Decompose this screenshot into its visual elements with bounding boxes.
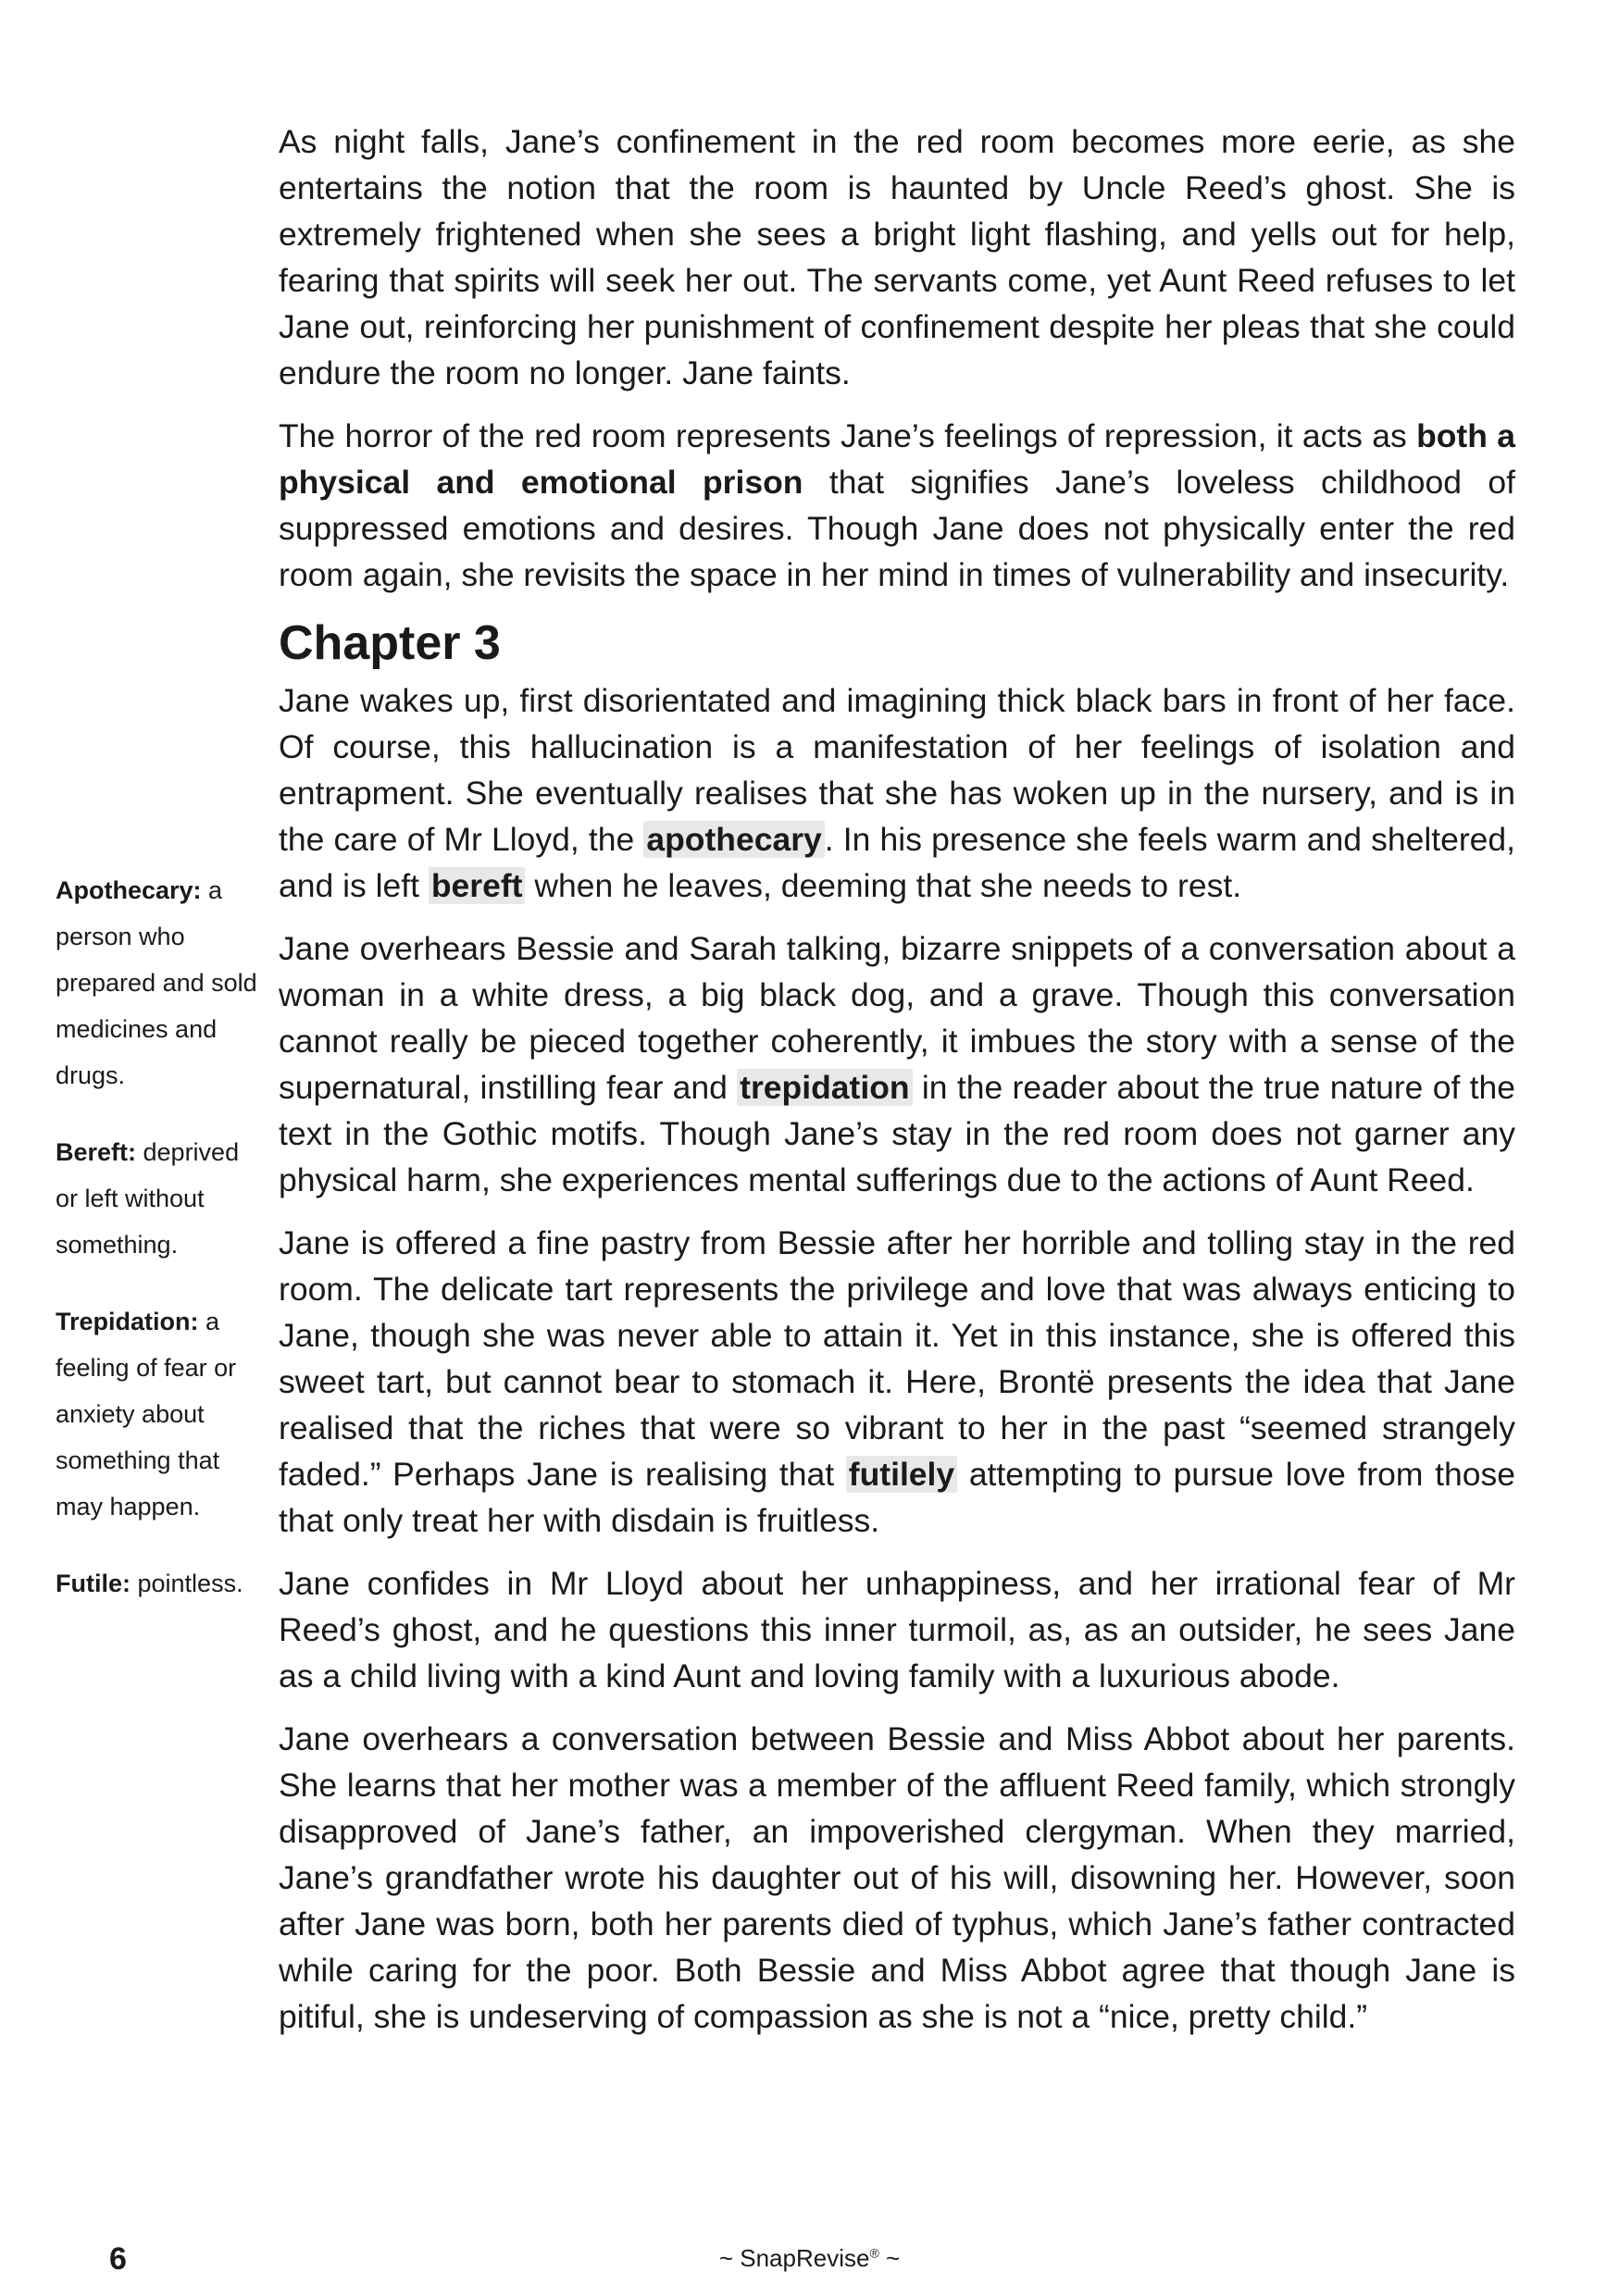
glossary-entry-apothecary (56, 867, 264, 1098)
main-column (279, 118, 1515, 2056)
glossary-term-futilely: futilely (846, 1456, 957, 1493)
paragraph-text-start: Jane is offered a fine pastry from Bessie after her horrible and tolling stay in the red room. The delicate tart represents the privilege and love that was always enticing to Jane, though she was never able to attain it. Yet in this instance, she is offered this sweet tart, but cannot bear to stomach it. Here, Brontë presents the idea that Jane realised that the riches that were so vibrant to her in the past “seemed strangely faded.” Perhaps Jane is realising that (279, 1224, 1515, 1493)
tilde-left: ~ (718, 2244, 733, 2272)
footer-brand (0, 2244, 1619, 2273)
paragraph-text-end: when he leaves, deeming that she needs to rest. (525, 867, 1242, 904)
paragraph-mr-lloyd (279, 1560, 1515, 1699)
tilde-right: ~ (886, 2244, 901, 2272)
glossary-term: Apothecary: (56, 876, 202, 904)
page-number: 6 (109, 2241, 127, 2277)
glossary-entry-trepidation (56, 1298, 264, 1530)
glossary-term-apothecary: apothecary (643, 821, 824, 858)
paragraph-jane-wakes (279, 677, 1515, 909)
glossary-definition: a feeling of fear or anxiety about something that may happen. (56, 1308, 237, 1520)
paragraph-parents (279, 1716, 1515, 2040)
glossary-definition: pointless. (131, 1570, 243, 1597)
paragraph-text-end: in the reader about the true nature of the text in the Gothic motifs. Though Jane’s stay in the red room does not garner any physical harm, she experiences mental sufferings due to the actions of Aunt Reed. (279, 1069, 1515, 1198)
paragraph-text-middle: . In his presence she feels warm and sheltered, and is left (279, 821, 1515, 904)
paragraph-pastry (279, 1220, 1515, 1544)
paragraph-red-room-night (279, 118, 1515, 396)
glossary-sidebar (56, 867, 264, 1637)
glossary-term-trepidation: trepidation (737, 1069, 912, 1106)
brand-name: SnapRevise (740, 2244, 870, 2272)
paragraph-text-end: that signifies Jane’s loveless childhood of suppressed emotions and desires. Though Jane does not physically enter the red room again, she revisits the space in her mind in times of vulnerability and insecurity. (279, 464, 1516, 593)
glossary-definition: a person who prepared and sold medicines and drugs. (56, 876, 257, 1089)
glossary-term: Bereft: (56, 1138, 137, 1166)
paragraph-text-start: Jane overhears Bessie and Sarah talking, bizarre snippets of a conversation about a woman in a white dress, a big black dog, and a grave. Though this conversation cannot really be pieced together coherently, it imbues the story with a sense of the supernatural, instilling fear and (279, 930, 1515, 1106)
paragraph-text: As night falls, Jane’s confinement in the red room becomes more eerie, as she entertains the notion that the room is haunted by Uncle Reed’s ghost. She is extremely frightened when she sees a bright light flashing, and yells out for help, fearing that spirits will seek her out. The servants come, yet Aunt Reed refuses to let Jane out, reinforcing her punishment of confinement despite her pleas that she could endure the room no longer. Jane faints. (279, 123, 1515, 391)
paragraph-text-start: Jane wakes up, first disorientated and imagining thick black bars in front of her face. Of course, this hallucination is a manifestation of her feelings of isolation and entrapment. She eventually realises that she has woken up in the nursery, and is in the care of Mr Lloyd, the (279, 682, 1515, 858)
paragraph-text-start: The horror of the red room represents Jane’s feelings of repression, it acts as (279, 417, 1417, 454)
glossary-entry-futile (56, 1560, 264, 1607)
paragraph-text: Jane confides in Mr Lloyd about her unhappiness, and her irrational fear of Mr Reed’s ghost, and he questions this inner turmoil, as, as an outsider, he sees Jane as a child living with a kind Aunt and loving family with a luxurious abode. (279, 1565, 1515, 1694)
registered-mark: ® (869, 2245, 879, 2261)
chapter-heading: Chapter 3 (279, 616, 501, 670)
bold-phrase: both a physical and emotional prison (279, 417, 1515, 501)
paragraph-text-end: attempting to pursue love from those that only treat her with disdain is fruitless. (279, 1456, 1515, 1539)
paragraph-red-room-meaning (279, 413, 1515, 598)
glossary-term-bereft: bereft (429, 867, 526, 904)
glossary-term: Futile: (56, 1570, 131, 1597)
glossary-term: Trepidation: (56, 1308, 199, 1335)
paragraph-text: Jane overhears a conversation between Bessie and Miss Abbot about her parents. She learns that her mother was a member of the affluent Reed family, which strongly disapproved of Jane’s father, an impoverished clergyman. When they married, Jane’s grandfather wrote his daughter out of his will, disowning her. However, soon after Jane was born, both her parents died of typhus, which Jane’s father contracted while caring for the poor. Both Bessie and Miss Abbot agree that though Jane is pitiful, she is undeserving of compassion as she is not a “nice, pretty child.” (279, 1720, 1515, 2035)
paragraph-bessie-sarah (279, 925, 1515, 1203)
glossary-entry-bereft (56, 1129, 264, 1268)
glossary-definition: deprived or left without something. (56, 1138, 240, 1259)
